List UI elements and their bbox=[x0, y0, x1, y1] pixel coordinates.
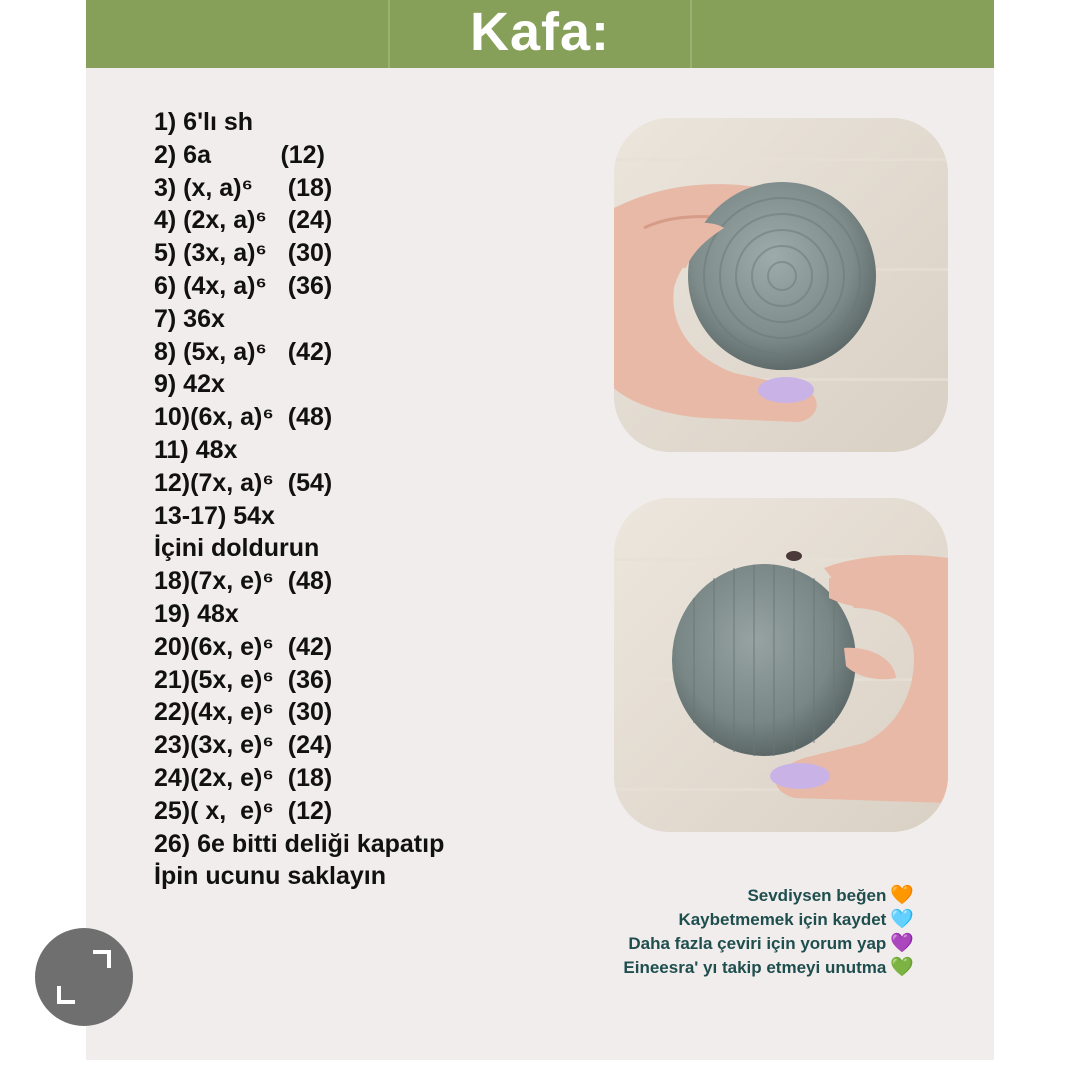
pattern-step: 18)(7x, e)⁶ (48) bbox=[154, 567, 333, 596]
header-banner bbox=[86, 0, 994, 68]
expand-icon bbox=[35, 928, 133, 1026]
pattern-step: 13-17) 54x bbox=[154, 501, 275, 530]
pattern-step: 1) 6'lı sh bbox=[154, 108, 254, 136]
pattern-step: 7) 36x bbox=[154, 304, 225, 333]
crochet-ball-front-illustration bbox=[614, 118, 948, 452]
pattern-step: 23)(3x, e)⁶ (24) bbox=[154, 731, 333, 760]
pattern-step: 22)(4x, e)⁶ (30) bbox=[154, 698, 333, 727]
footer-line-text: Sevdiysen beğen bbox=[747, 886, 887, 905]
pattern-step: 19) 48x bbox=[154, 599, 239, 628]
expand-button[interactable] bbox=[35, 928, 133, 1026]
pattern-step: 24)(2x, e)⁶ (18) bbox=[154, 763, 333, 792]
pattern-step: 2) 6a (12) bbox=[154, 140, 325, 169]
pattern-steps-list bbox=[154, 106, 444, 893]
footer-line-comment bbox=[623, 932, 914, 956]
light-blue-heart-icon: 🩵 bbox=[890, 909, 914, 930]
pattern-step: 10)(6x, a)⁶ (48) bbox=[154, 403, 333, 432]
page-title: Kafa: bbox=[469, 2, 611, 62]
pattern-step: 11) 48x bbox=[154, 435, 238, 464]
purple-heart-icon: 💜 bbox=[890, 933, 914, 954]
pattern-step: 3) (x, a)⁶ (18) bbox=[154, 173, 333, 202]
pattern-step: 8) (5x, a)⁶ (42) bbox=[154, 337, 333, 366]
footer-line-save bbox=[623, 908, 914, 932]
footer-call-to-action bbox=[623, 884, 914, 980]
pattern-step: 5) (3x, a)⁶ (30) bbox=[154, 239, 333, 268]
pattern-step: 26) 6e bitti deliği kapatıp bbox=[154, 829, 445, 858]
pattern-step: 25)( x, e)⁶ (12) bbox=[154, 796, 333, 825]
footer-line-text: Eineesra' yı takip etmeyi unutma bbox=[623, 958, 887, 977]
pattern-step: 21)(5x, e)⁶ (36) bbox=[154, 665, 333, 694]
pattern-step: İpin ucunu saklayın bbox=[154, 862, 386, 891]
crochet-ball-photo-side bbox=[614, 498, 948, 832]
pattern-step: İçini doldurun bbox=[154, 534, 320, 563]
pattern-step: 12)(7x, a)⁶ (54) bbox=[154, 468, 333, 497]
pattern-step: 9) 42x bbox=[154, 370, 225, 399]
pattern-step: 6) (4x, a)⁶ (36) bbox=[154, 271, 333, 300]
footer-line-text: Kaybetmemek için kaydet bbox=[678, 910, 887, 929]
orange-heart-icon: 🧡 bbox=[890, 885, 914, 906]
pattern-step: 4) (2x, a)⁶ (24) bbox=[154, 206, 333, 235]
crochet-ball-photo-front bbox=[614, 118, 948, 452]
footer-line-like bbox=[623, 884, 914, 908]
green-heart-icon: 💚 bbox=[890, 957, 914, 978]
crochet-ball-side-illustration bbox=[614, 498, 948, 832]
pattern-step: 20)(6x, e)⁶ (42) bbox=[154, 632, 333, 661]
footer-line-follow bbox=[623, 956, 914, 980]
footer-line-text: Daha fazla çeviri için yorum yap bbox=[628, 934, 887, 953]
